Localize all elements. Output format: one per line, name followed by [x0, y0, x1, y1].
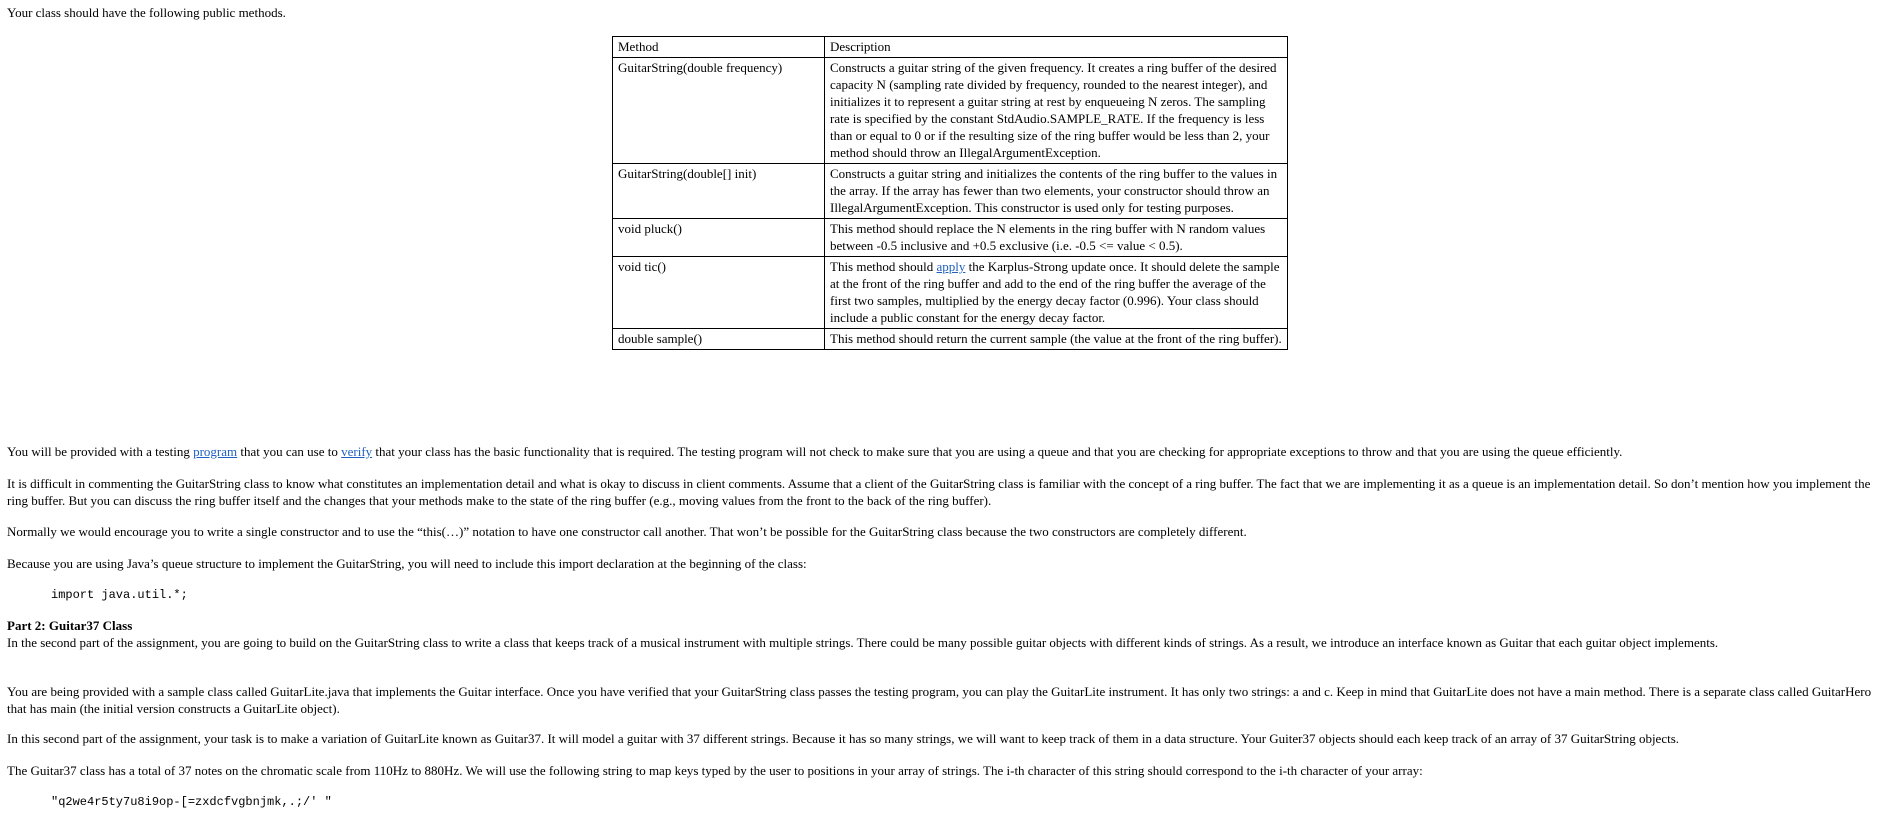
method-description: Constructs a guitar string of the given frequency. It creates a ring buffer of the desired capacity N (sampling rate divided by frequency, rounded to the nearest integer), and initializes it to represent a guitar string at rest by enqueueing N zeros. The sampling rate is specified by the constant StdAudio.SAMPLE_RATE. If the frequency is less than or equal to 0 or if the resulting size of the ring buffer would be less than 2, your method should throw an IllegalArgumentException. — [825, 58, 1288, 164]
part2-text: In the second part of the assignment, you are going to build on the GuitarString class to write a class that keeps track of a musical instrument with multiple strings. There could be many possible guitar objects with different kinds of strings. As a result, we introduce an interface known as Guitar that each guitar object implements. — [7, 635, 1719, 650]
verify-link[interactable]: verify — [341, 444, 373, 459]
table-header-row — [613, 37, 1288, 58]
import-code: import java.util.*; — [51, 588, 188, 602]
method-name: GuitarString(double frequency) — [613, 58, 825, 164]
method-name: GuitarString(double[] init) — [613, 164, 825, 219]
constructor-paragraph: Normally we would encourage you to write a single constructor and to use the “this(…)” notation to have one constructor call another. That won’t be possible for the GuitarString class because the two constructors are completely different. — [7, 524, 1247, 539]
description-text: the Karplus-Strong update once. It should delete the sample at the front of the ring buffer and add to the end of the ring buffer the average of the first two samples, multiplied by the energy decay factor (0.996). Your class should include a public constant for the energy decay factor. — [830, 259, 1280, 325]
method-name: void pluck() — [613, 219, 825, 257]
program-link[interactable]: program — [193, 444, 238, 459]
table-row — [613, 164, 1288, 219]
method-name: double sample() — [613, 329, 825, 350]
variation-paragraph: In this second part of the assignment, your task is to make a variation of GuitarLite known as Guitar37. It will model a guitar with 37 different strings. Because it has so many strings, we will want to keep track of them in a data structure. Your Guiter37 objects should each keep track of an array of 37 GuitarString objects. — [7, 731, 1680, 746]
intro-text: Your class should have the following public methods. — [7, 5, 286, 20]
methods-table — [612, 36, 1288, 350]
comments-paragraph: It is difficult in commenting the GuitarString class to know what constitutes an implementation detail and what is okay to discuss in client comments. Assume that a client of the GuitarString class is familiar with the concept of a ring buffer. The fact that we are implementing it as a queue is an implementation detail. So don’t mention how you implement the ring buffer. But you can discuss the ring buffer itself and the changes that your methods make to the state of the ring buffer (e.g., moving values from the front to the back of the ring buffer). — [7, 476, 1871, 508]
sample-class-paragraph: You are being provided with a sample class called GuitarLite.java that implements the Guitar interface. Once you have verified that your GuitarString class passes the testing program, you can play the GuitarLite instrument. It has only two strings: a and c. Keep in mind that GuitarLite does not have a main method. There is a separate class called GuitarHero that has main (the initial version constructs a GuitarLite object). — [7, 684, 1872, 716]
header-description: Description — [825, 37, 1288, 58]
method-description: This method should replace the N elements in the ring buffer with N random values between -0.5 inclusive and +0.5 exclusive (i.e. -0.5 <= value < 0.5). — [825, 219, 1288, 257]
import-paragraph: Because you are using Java’s queue structure to implement the GuitarString, you will need to include this import declaration at the beginning of the class: — [7, 556, 807, 571]
table-row — [613, 219, 1288, 257]
description-text: This method should — [830, 259, 937, 274]
keys-code: "q2we4r5ty7u8i9op-[=zxdcfvgbnjmk,.;/' " — [51, 795, 332, 809]
method-description: Constructs a guitar string and initializes the contents of the ring buffer to the values in the array. If the array has fewer than two elements, your constructor should throw an IllegalArgumentException. This constructor is used only for testing purposes. — [825, 164, 1288, 219]
part2-section — [7, 617, 1887, 651]
table-row — [613, 257, 1288, 329]
method-description — [825, 257, 1288, 329]
method-name: void tic() — [613, 257, 825, 329]
method-description: This method should return the current sample (the value at the front of the ring buffer). — [825, 329, 1288, 350]
paragraph-text: that your class has the basic functionality that is required. The testing program will not check to make sure that you are using a queue and that you are checking for appropriate exceptions to throw and that you are using the queue efficiently. — [372, 444, 1623, 459]
part2-heading: Part 2: Guitar37 Class — [7, 618, 133, 633]
notes-paragraph: The Guitar37 class has a total of 37 notes on the chromatic scale from 110Hz to 880Hz. We will use the following string to map keys typed by the user to positions in your array of strings. The i-th character of this string should correspond to the i-th character of your array: — [7, 763, 1423, 778]
apply-link[interactable]: apply — [936, 259, 966, 274]
table-row — [613, 329, 1288, 350]
paragraph-text: You will be provided with a testing — [7, 444, 194, 459]
header-method: Method — [613, 37, 825, 58]
testing-paragraph — [7, 443, 1887, 460]
paragraph-text: that you can use to — [237, 444, 342, 459]
table-row — [613, 58, 1288, 164]
